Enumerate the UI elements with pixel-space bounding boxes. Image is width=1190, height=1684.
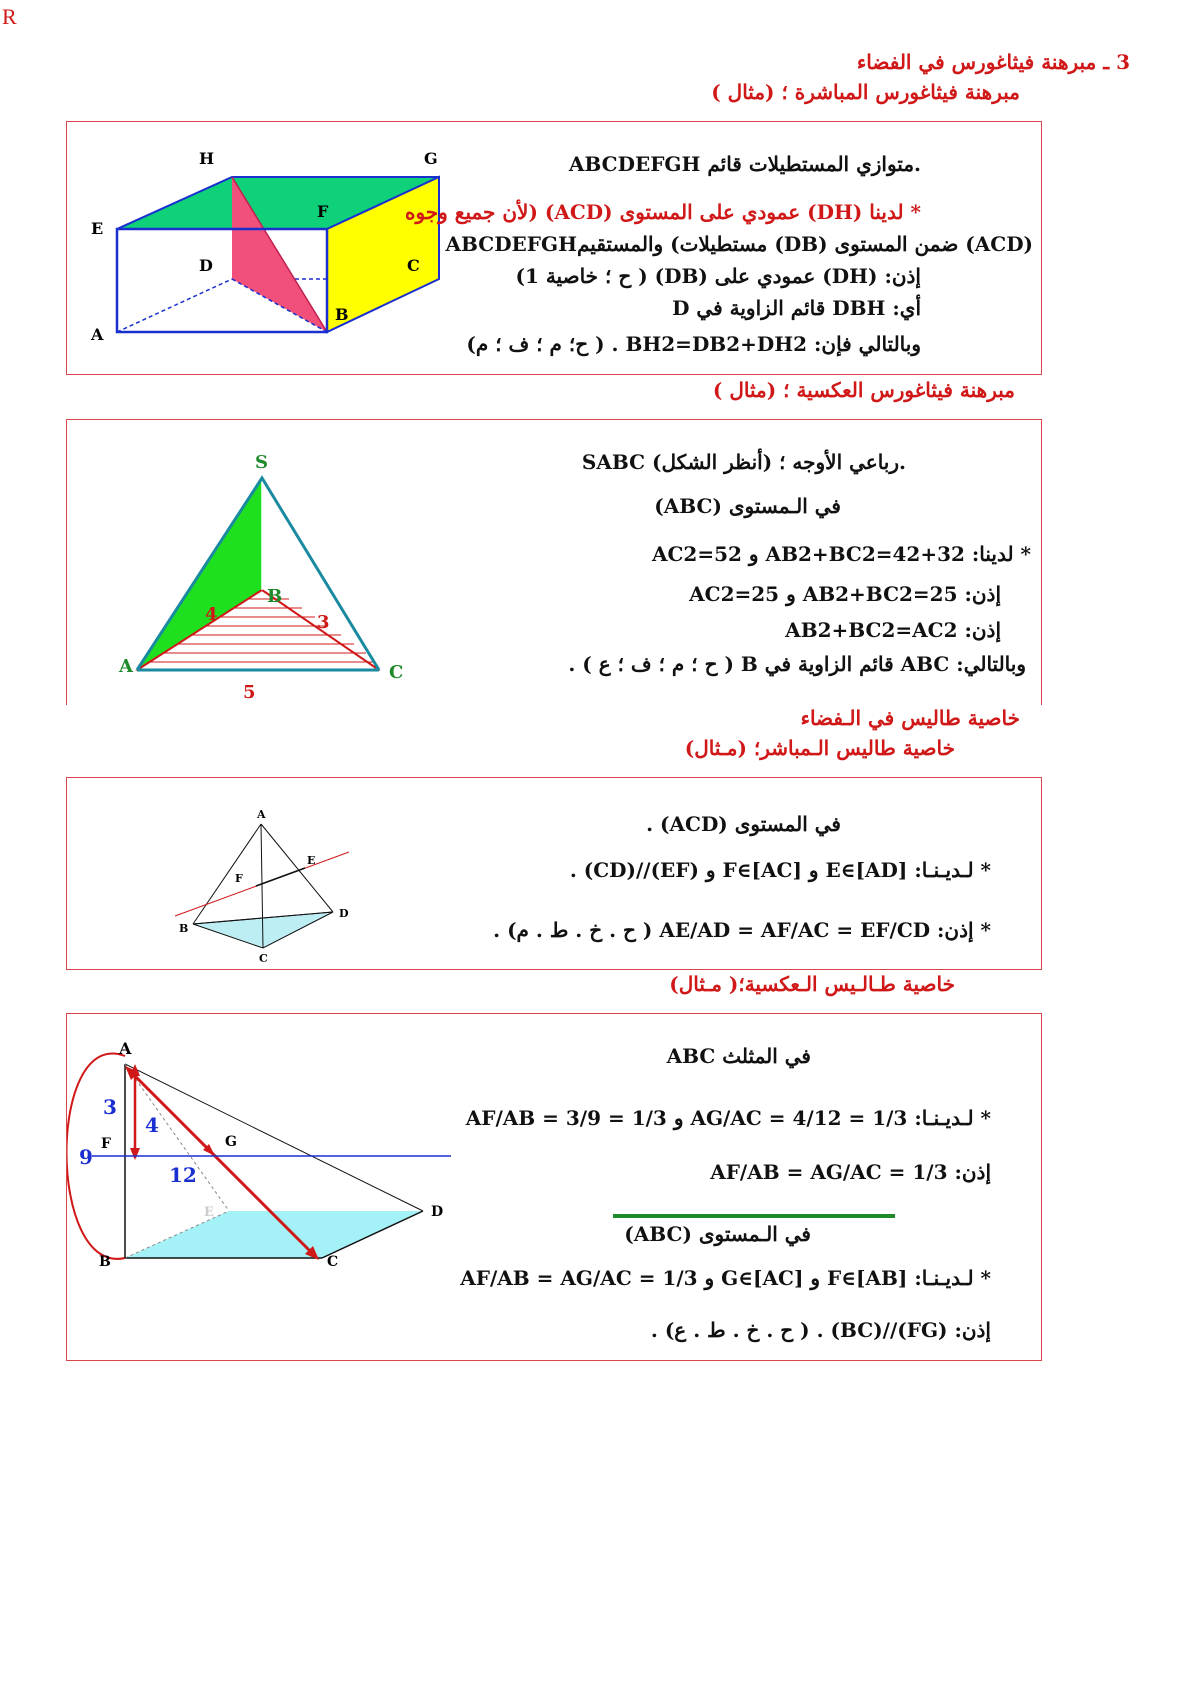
s3-heading-2: خاصية طاليس الـمباشر؛ (مـثال) (684, 736, 955, 760)
s1-line-6: وبالتالي فإن: BH2=DB2+DH2 . ( ح؛ م ؛ ف ؛ م) (466, 332, 921, 356)
label-C: C (259, 952, 268, 964)
label-H: H (199, 149, 215, 168)
s4-line-4: في الـمستوى (ABC) (624, 1222, 811, 1246)
s4-line-3: إذن: AF/AB = AG/AC = 1/3 (710, 1160, 991, 1184)
s4-line-1: في المثلث ABC (666, 1044, 811, 1068)
separator-rule (613, 1214, 895, 1218)
label-E: E (204, 1205, 214, 1220)
label-5: 5 (243, 682, 256, 700)
label-4: 4 (145, 1113, 159, 1137)
label-D: D (199, 256, 213, 275)
label-B: B (179, 922, 189, 935)
s1-line-4: إذن: (DH) عمودي على (DB) ( ح ؛ خاصية 1) (515, 264, 921, 288)
section-title: 3 ـ مبرهنة فيثاغورس في الفضاء (856, 50, 1130, 74)
s4-line-5: * لـديـنـا: F∈[AB] و G∈[AC] و AF/AB = AG/AC = 1/3 (460, 1266, 991, 1290)
label-B: B (335, 305, 349, 324)
label-A: A (91, 325, 104, 344)
s2-heading: مبرهنة فيثاغورس العكسية ؛ (مثال ) (712, 378, 1015, 402)
label-D: D (431, 1204, 444, 1220)
label-S: S (255, 452, 268, 473)
pythagoras-direct-box (66, 121, 1042, 375)
section-subtitle: مبرهنة فيثاغورس المباشرة ؛ (مثال ) (711, 80, 1020, 104)
label-C: C (327, 1254, 339, 1270)
label-B: B (99, 1254, 111, 1270)
label-E: E (91, 219, 104, 238)
label-12: 12 (169, 1163, 197, 1187)
s4-heading: خاصية طـالـيس الـعكسية؛( مـثال) (669, 972, 955, 996)
s2-line-1: SABC رباعي الأوجه ؛ (أنظر الشكل). (581, 450, 906, 474)
label-F: F (101, 1136, 111, 1152)
s3-line-2: * لـديـنـا: E∈[AD] و F∈[AC] و (EF)//(CD) . (569, 858, 991, 882)
label-D: D (339, 907, 349, 920)
pythagoras-converse-box (66, 419, 1042, 705)
s4-line-2: * لـديـنـا: AG/AC = 4/12 = 1/3 و AF/AB = 3/9 = 1/3 (465, 1106, 991, 1130)
label-9: 9 (79, 1145, 93, 1169)
label-C: C (407, 256, 420, 275)
s3-line-3: * إذن: AE/AD = AF/AC = EF/CD ( ح . خ . ط . م) . (493, 918, 991, 942)
s2-line-3: * لدينا: AB2+BC2=42+32 و AC2=52 (652, 542, 1031, 566)
label-A: A (119, 656, 133, 677)
label-A: A (257, 808, 266, 821)
label-4: 4 (205, 604, 218, 625)
thales-direct-box (66, 777, 1042, 970)
label-3: 3 (103, 1095, 117, 1119)
s3-line-1: في المستوى (ACD) . (646, 812, 841, 836)
label-3: 3 (317, 612, 330, 633)
label-F: F (235, 872, 243, 885)
s1-line-1: ABCDEFGH متوازي المستطيلات قائم. (568, 152, 921, 176)
thales-converse-box (66, 1013, 1042, 1361)
s2-line-4: إذن: AB2+BC2=25 و AC2=25 (689, 582, 1001, 606)
s1-line-2: * لدينا (DH) عمودي على المستوى (ACD) (لأن جميع وجوه (405, 200, 921, 224)
label-F: F (317, 202, 329, 221)
s2-line-2: في الـمستوى (ABC) (654, 494, 841, 518)
s3-heading-1: خاصية طاليس في الـفضاء (800, 706, 1020, 730)
s2-line-6: وبالتالي: ABC قائم الزاوية في B ( ح ؛ م ؛ ف ؛ ع ) . (568, 652, 1026, 676)
label-E: E (307, 854, 316, 867)
label-B: B (267, 586, 283, 607)
s1-line-3: ABCDEFGHمستطيلات) والمستقيم (DB) ضمن المستوى (ACD) (445, 232, 1033, 256)
label-G: G (225, 1134, 237, 1150)
s4-line-6: إذن: (FG)//(BC) . ( ح . خ . ط . ع) . (650, 1318, 991, 1342)
corner-mark: R (2, 4, 17, 29)
s2-line-5: إذن: AB2+BC2=AC2 (785, 618, 1001, 642)
label-C: C (389, 662, 404, 683)
label-A: A (119, 1039, 132, 1058)
label-G: G (424, 149, 438, 168)
s1-line-5: أي: DBH قائم الزاوية في D (672, 296, 921, 320)
